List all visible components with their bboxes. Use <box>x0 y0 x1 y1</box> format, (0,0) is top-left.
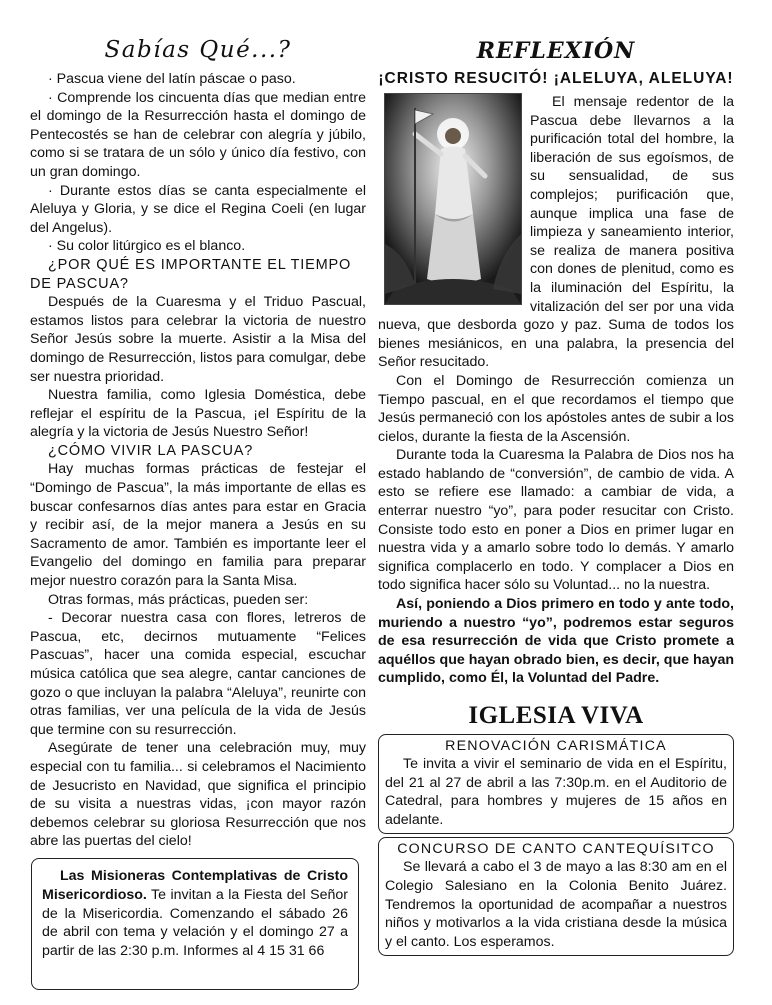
reflexion-title: REFLEXIÓN <box>476 38 636 64</box>
reflexion-paragraph-2: Con el Domingo de Resurrección comienza un Tiempo pascual, en el que recordamos el tiempo que Jesús permaneció con los apóstoles antes de subir a los cielos, durante la fiesta de la Ascensión. <box>378 372 734 445</box>
reflexion-paragraph-3: Durante toda la Cuaresma la Palabra de Dios nos ha estado hablando de “conversión”, de cambio de vida. A esto se refiere ese llamado: a cambiar de vida, a enterrar nuestro “yo”, para poder resucitar con Cristo. Consiste todo esto en poner a Dios en primer lugar en nuestra vida y a amarlo sobre todo lo demás. Y amarlo significa complacerlo en todo. Y complacer a Dios en todo significa hacer sólo su Voluntad... no la nuestra. <box>378 447 734 594</box>
bullet-4: · Su color litúrgico es el blanco. <box>48 238 246 255</box>
bullet-1: · Pascua viene del latín páscae o paso. <box>48 71 296 87</box>
bullet-2: · Comprende los cincuenta días que median entre el domingo de la Resurrección hasta el domingo de Pentecostés se han de celebrar con alegría y júbilo, como si se tratara de un sólo y único día festivo, con un gran domingo. <box>30 89 366 180</box>
heading-importante: ¿POR QUÉ ES IMPORTANTE EL TIEMPO DE PASCUA? <box>30 256 352 292</box>
importante-paragraph-1: Después de la Cuaresma y el Triduo Pascual, estamos listos para celebrar la victoria de nuestro Señor Jesús sobre la muerte. Asistir a la Misa del domingo de Resurrección, listos para comulgar, debe ser nuestra prioridad. <box>30 294 366 385</box>
vivir-paragraph-1: Hay muchas formas prácticas de festejar el “Domingo de Pascua”, la más importante de ellas es buscar confesarnos días antes para estar en Gracia y recibir así, de la mejor manera a Jesús en su Sacramento de amor. También es importante leer el Evangelio del domingo en familia para preparar mejor nuestro corazón para la Santa Misa. <box>30 461 366 590</box>
right-column <box>378 0 734 956</box>
vivir-paragraph-4: Asegúrate de tener una celebración muy, muy especial con tu familia... si celebramos el Nacimiento de Jesucristo en Navidad, que significa el principio de su visita a nuestras vidas, ¡con mayor razón debemos celebrar su gloriosa Resurrección que nos abre las puertas del cielo! <box>30 740 366 850</box>
cristo-resucito-subtitle: ¡CRISTO RESUCITÓ! ¡ALELUYA, ALELUYA! <box>378 70 734 87</box>
importante-paragraph-2: Nuestra familia, como Iglesia Doméstica, debe reflejar el espíritu de la Pascua, ¡el Espíritu de la alegría y la victoria de Jesús Nuestro Señor! <box>30 387 366 441</box>
concurso-text: Se llevará a cabo el 3 de mayo a las 8:30 am en el Colegio Salesiano en la Colonia Benito Juárez. Tendremos la oportunidad de acompañar a nuestros niños y motivarlos a la vida cristiana desde la música y el canto. Los esperamos. <box>385 859 727 950</box>
vivir-paragraph-3: - Decorar nuestra casa con flores, letreros de Pascua, etc, decirnos mutuamente “Felices Pascuas”, hacer una comida especial, escuchar música católica que sea alegre, cantar canciones de gozo o que incluyan la palabra “Aleluya”, reunirte con otras familias, ver una película de la vida de Jesús que termine con su resurrección. <box>30 610 366 738</box>
risen-christ-image <box>384 93 522 305</box>
renovacion-title: RENOVACIÓN CARISMÁTICA <box>445 738 667 754</box>
renovacion-box <box>378 734 734 834</box>
concurso-box <box>378 837 734 956</box>
iglesia-viva-title: IGLESIA VIVA <box>468 702 644 729</box>
risen-christ-illustration <box>385 94 521 304</box>
concurso-title: CONCURSO DE CANTO CANTEQUÍSITCO <box>397 841 715 858</box>
reflexion-bold-paragraph: Así, poniendo a Dios primero en todo y ante todo, muriendo a nuestro “yo”, podremos estar seguros de esa resurrección de vida que Cristo promete a aquéllos que hayan obrado bien, es decir, que hayan cumplido, como Él, la Voluntad del Padre. <box>378 596 734 687</box>
misioneras-box <box>31 858 359 990</box>
heading-vivir: ¿CÓMO VIVIR LA PASCUA? <box>48 442 254 459</box>
renovacion-text: Te invita a vivir el seminario de vida en el Espíritu, del 21 al 27 de abril a las 7:30p.m. en el Auditorio de Catedral, para hombres y mujeres de 15 años en adelante. <box>385 756 727 828</box>
misioneras-text: Te invitan a la Fiesta del Señor de la Misericordia. Comenzando el sábado 26 de abril con tema y velación y el domingo 27 a partir de las 2:30 p.m. Informes al 4 15 31 66 <box>42 886 348 960</box>
bullet-3: · Durante estos días se canta especialmente el Aleluya y Gloria, y se dice el Regina Coeli (en lugar del Angelus). <box>30 182 366 236</box>
reflexion-paragraph-1: El mensaje redentor de la Pascua debe llevarnos a la purificación total del hombre, la liberación de sus egoísmos, de su sensualidad, de sus complejos; purificación que, aunque implica una fase de limpieza y saneamiento interior, se realiza de manera positiva con dones de plenitud, como es la iluminación del Espíritu, la vitalización del ser por una vida nueva, que desborda gozo y paz. Suma de todos los bienes mesiánicos, en una palabra, la presencia del Señor resucitado. <box>378 94 734 371</box>
misioneras-lead: Las Misioneras Contemplativas de Cristo Misericordioso. <box>42 868 348 903</box>
left-column <box>30 0 366 851</box>
vivir-paragraph-2: Otras formas, más prácticas, pueden ser: <box>48 591 309 608</box>
sabias-que-title: Sabías Qué...? <box>104 37 292 63</box>
